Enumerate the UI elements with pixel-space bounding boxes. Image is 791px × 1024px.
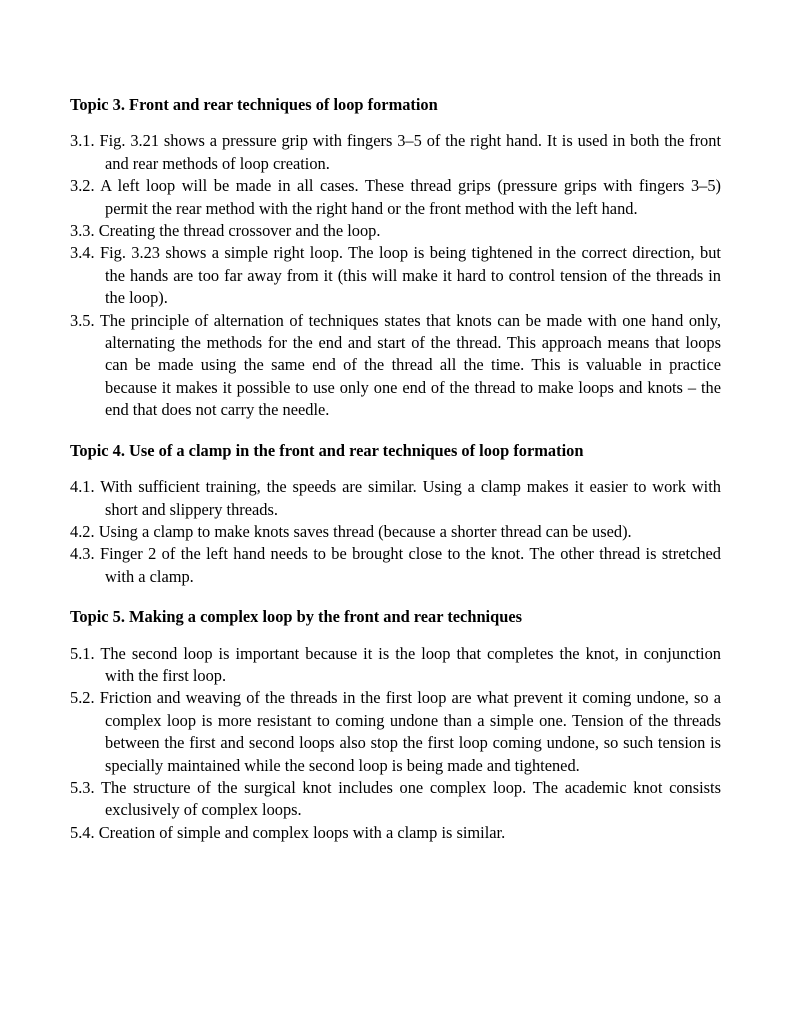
document-page	[70, 94, 721, 862]
item-number: 5.1.	[70, 643, 95, 663]
item-text: Friction and weaving of the threads in the first loop are what prevent it coming undone, so a complex loop is more resistant to coming undone than a simple one. Tension of the threads between the first and second loops also stop the first loop coming undone, so such tension is specially maintained while the second loop is being made and tightened.	[99, 688, 721, 775]
topic-3-items	[70, 130, 721, 421]
item-text: With sufficient training, the speeds are similar. Using a clamp makes it easier to work with short and slippery threads.	[100, 477, 721, 519]
list-item	[70, 777, 721, 822]
list-item	[70, 822, 721, 844]
item-number: 3.5.	[70, 310, 95, 330]
item-text: Creating the thread crossover and the loop.	[98, 221, 381, 241]
item-text: The principle of alternation of techniques states that knots can be made with one hand only, alternating the methods for the end and start of the thread. This approach means that loops can be made using the same end of the thread all the time. This is valuable in practice because it makes it possible to use only one end of the thread to make loops and knots – the end that does not carry the needle.	[99, 310, 721, 420]
item-number: 3.4.	[70, 243, 95, 263]
item-number: 3.1.	[70, 131, 95, 151]
topic-5-title: Topic 5. Making a complex loop by the front and rear techniques	[70, 607, 522, 627]
topic-4-items	[70, 476, 721, 588]
item-number: 5.2.	[70, 688, 95, 708]
list-item	[70, 175, 721, 220]
list-item	[70, 220, 721, 242]
item-number: 5.4.	[70, 822, 95, 842]
topic-3-section	[70, 94, 721, 422]
item-number: 4.2.	[70, 521, 95, 541]
list-item	[70, 687, 721, 777]
topic-5-items	[70, 643, 721, 845]
item-number: 5.3.	[70, 777, 95, 797]
topic-3-title: Topic 3. Front and rear techniques of loop formation	[70, 95, 438, 114]
item-text: Finger 2 of the left hand needs to be brought close to the knot. The other thread is stretched with a clamp.	[99, 544, 721, 586]
item-number: 3.2.	[70, 176, 95, 196]
item-number: 4.1.	[70, 477, 95, 497]
list-item	[70, 521, 721, 543]
item-number: 3.3.	[70, 221, 95, 241]
list-item	[70, 310, 721, 422]
list-item	[70, 476, 721, 521]
item-text: Fig. 3.23 shows a simple right loop. The loop is being tightened in the correct direction, but the hands are too far away from it (this will make it hard to control tension of the threads in the loop).	[99, 243, 721, 308]
list-item	[70, 130, 721, 175]
list-item	[70, 643, 721, 688]
list-item	[70, 242, 721, 309]
item-text: Fig. 3.21 shows a pressure grip with fingers 3–5 of the right hand. It is used in both the front and rear methods of loop creation.	[99, 131, 721, 173]
item-text: The second loop is important because it is the loop that completes the knot, in conjunction with the first loop.	[100, 643, 721, 685]
item-text: Creation of simple and complex loops with a clamp is similar.	[98, 822, 506, 842]
list-item	[70, 543, 721, 588]
topic-4-section	[70, 440, 721, 588]
item-text: The structure of the surgical knot includes one complex loop. The academic knot consists exclusively of complex loops.	[100, 777, 721, 820]
item-text: Using a clamp to make knots saves thread (because a shorter thread can be used).	[98, 521, 632, 541]
item-text: A left loop will be made in all cases. These thread grips (pressure grips with fingers 3–5) permit the rear method with the right hand or the front method with the left hand.	[100, 176, 721, 218]
topic-4-title: Topic 4. Use of a clamp in the front and rear techniques of loop formation	[70, 440, 584, 460]
topic-5-section	[70, 606, 721, 844]
item-number: 4.3.	[70, 544, 95, 564]
